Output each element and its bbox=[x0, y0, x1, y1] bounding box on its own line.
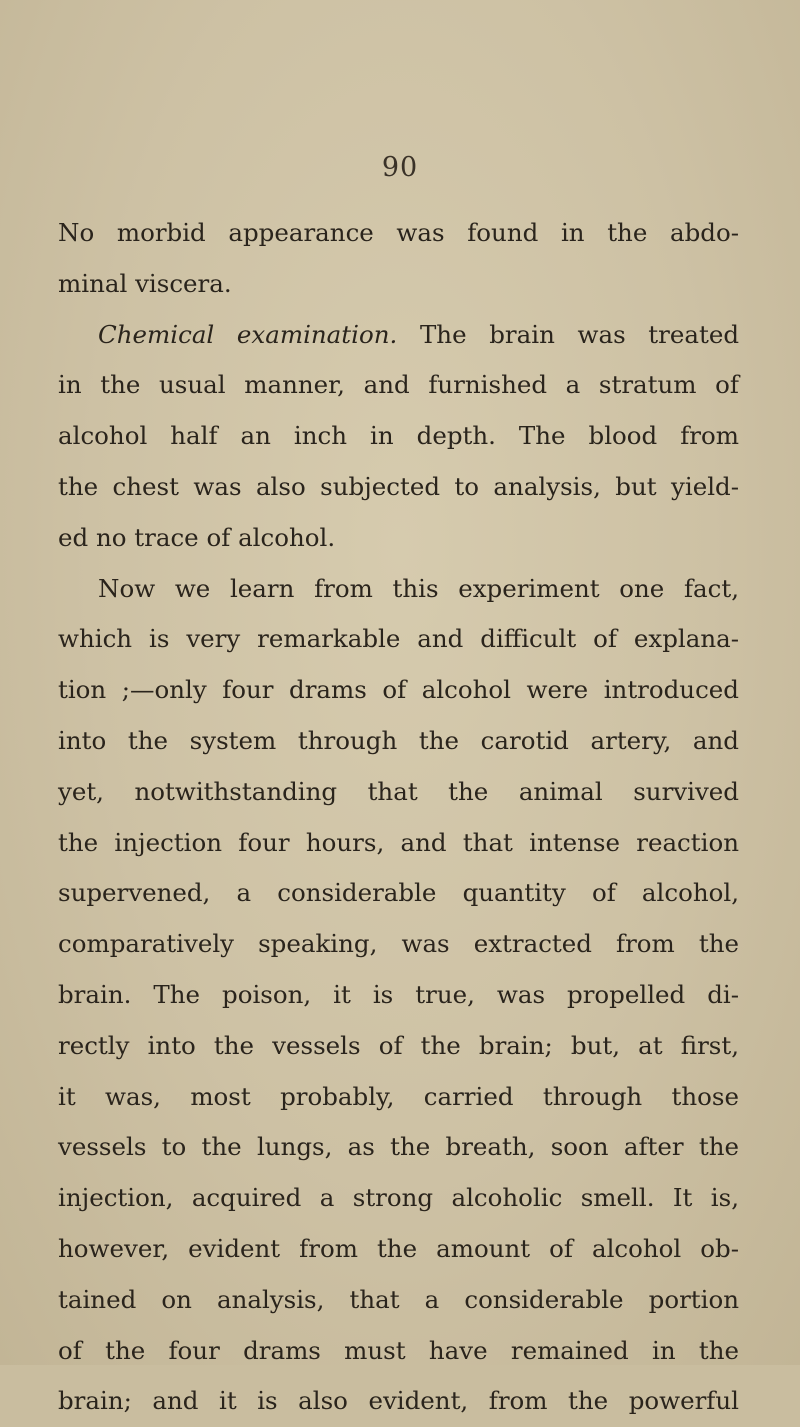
body-text bbox=[58, 208, 739, 1427]
text-line: tion ;—only four drams of alcohol were introduced bbox=[58, 675, 739, 705]
text-line: alcohol half an inch in depth. The blood from bbox=[58, 421, 739, 451]
page-number: 90 bbox=[381, 152, 419, 183]
text-line: No morbid appearance was found in the abdo- bbox=[58, 218, 739, 247]
text-line bbox=[58, 310, 739, 361]
text-line: into the system through the carotid artery, and bbox=[58, 725, 739, 755]
text-line: brain; and it is also evident, from the powerful bbox=[58, 1386, 739, 1416]
text-line: which is very remarkable and difficult of explana- bbox=[58, 624, 739, 654]
text-line: of the four drams must have remained in the bbox=[58, 1335, 739, 1365]
text-line: ed no trace of alcohol. bbox=[58, 522, 336, 552]
text-line: supervened, a considerable quantity of alcohol, bbox=[58, 878, 739, 908]
text-line: it was, most probably, carried through those bbox=[58, 1081, 739, 1111]
text-line: the chest was also subjected to analysis, but yield- bbox=[58, 471, 739, 501]
text-line: injection, acquired a strong alcoholic smell. It is, bbox=[58, 1183, 739, 1213]
text-line: yet, notwithstanding that the animal survived bbox=[58, 776, 739, 806]
text-line: however, evident from the amount of alcohol ob- bbox=[58, 1233, 739, 1263]
text-line: tained on analysis, that a considerable portion bbox=[58, 1284, 739, 1314]
text-run: The brain was treated bbox=[397, 319, 740, 349]
text-line: rectly into the vessels of the brain; but, at first, bbox=[58, 1030, 739, 1060]
text-line: brain. The poison, it is true, was propelled di- bbox=[58, 979, 739, 1009]
text-line: in the usual manner, and furnished a stratum of bbox=[58, 370, 739, 400]
text-line: minal viscera. bbox=[58, 268, 232, 298]
section-heading: Chemical examination. bbox=[98, 319, 398, 349]
text-line: the injection four hours, and that intense reaction bbox=[58, 827, 739, 857]
text-line: vessels to the lungs, as the breath, soon after the bbox=[58, 1132, 739, 1162]
text-line: comparatively speaking, was extracted from the bbox=[58, 929, 739, 959]
text-line: Now we learn from this experiment one fact, bbox=[98, 573, 739, 603]
